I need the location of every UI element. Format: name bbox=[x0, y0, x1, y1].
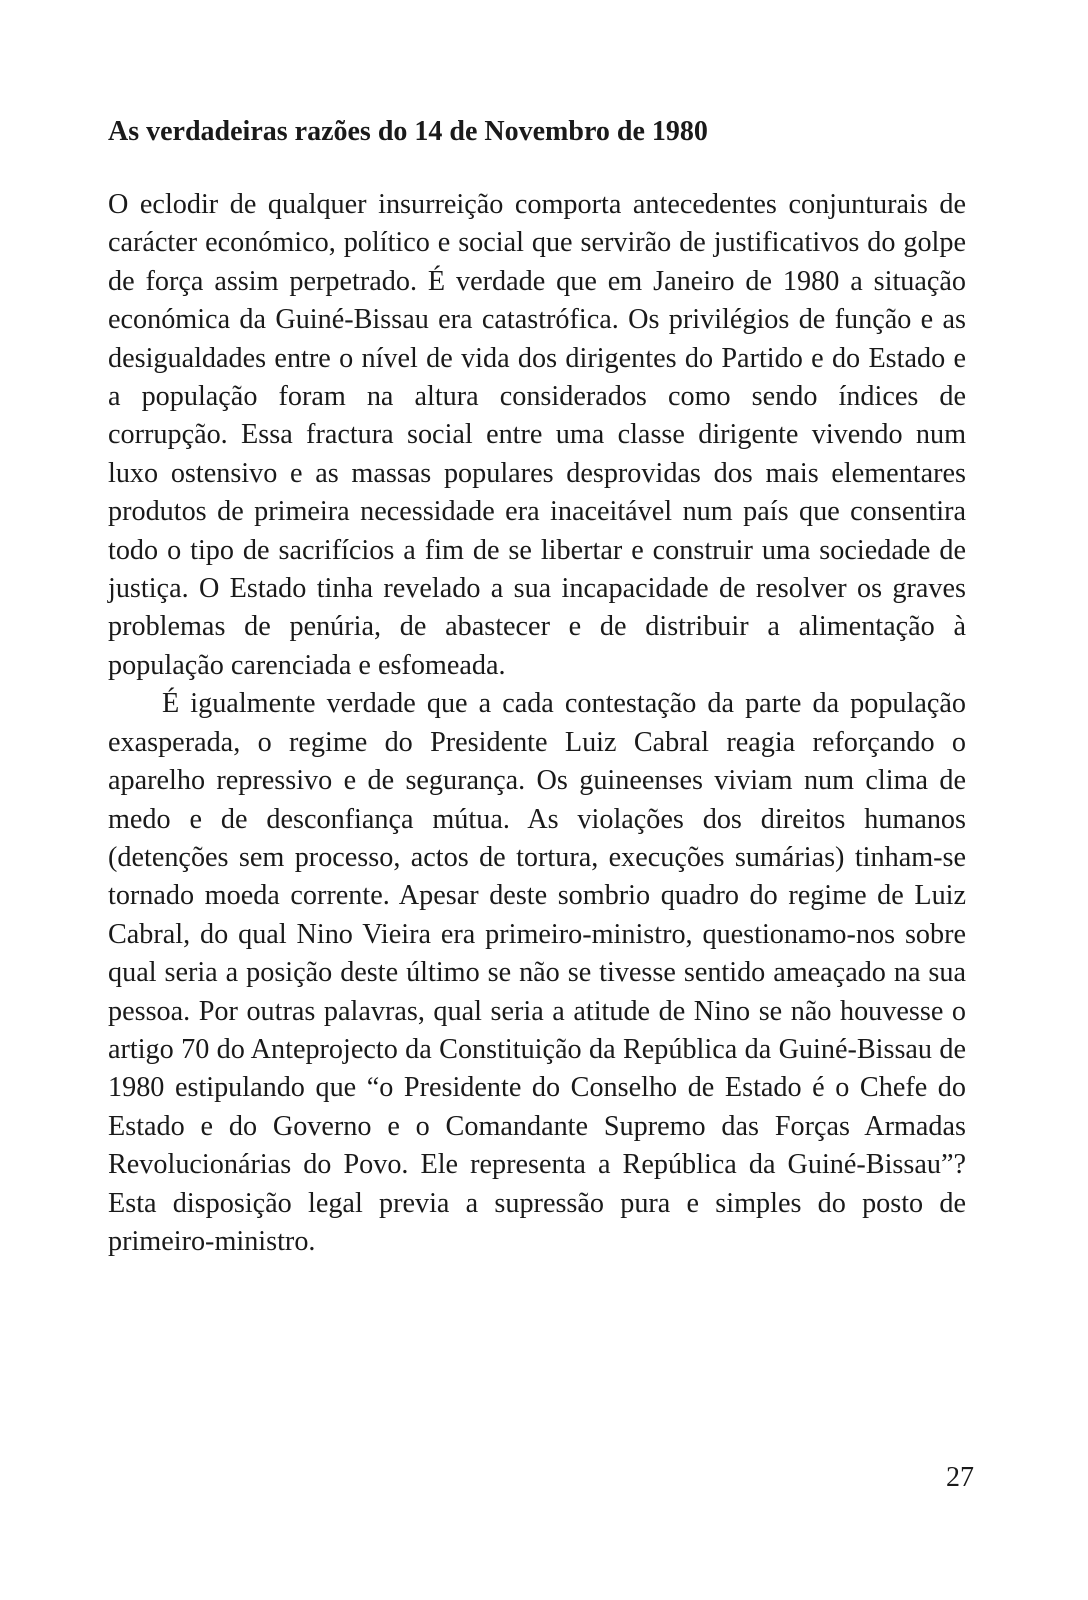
paragraph-2: É igualmente verdade que a cada contestação da parte da população exasperada, o regime do Presidente Luiz Cabral reagia reforçando o aparelho repressivo e de segurança. Os guineenses viviam num clima de medo e de desconfiança mútua. As violações dos direitos humanos (detenções sem processo, actos de tortura, execuções sumárias) tinham-se tornado moeda corrente. Apesar deste sombrio quadro do regime de Luiz Cabral, do qual Nino Vieira era primeiro-ministro, questionamo-nos sobre qual seria a posição deste último se não se tivesse sentido ameaçado na sua pessoa. Por outras palavras, qual seria a atitude de Nino se não houvesse o artigo 70 do Anteprojecto da Constituição da República da Guiné-Bissau de 1980 estipulando que “o Presidente do Conselho de Estado é o Chefe do Estado e do Governo e o Comandante Supremo das Forças Armadas Revolucionárias do Povo. Ele representa a República da Guiné-Bissau”? Esta disposição legal previa a supressão pura e simples do posto de primeiro-ministro. bbox=[108, 688, 966, 1257]
chapter-heading: As verdadeiras razões do 14 de Novembro de 1980 bbox=[108, 116, 708, 147]
page-number: 27 bbox=[946, 1462, 974, 1493]
paragraph-1: O eclodir de qualquer insurreição comporta antecedentes conjunturais de carácter económico, político e social que servirão de justificativos do golpe de força assim perpetrado. É verdade que em Janeiro de 1980 a situação económica da Guiné-Bissau era catastrófica. Os privilégios de função e as desigualdades entre o nível de vida dos dirigentes do Partido e do Estado e a população foram na altura considerados como sendo índices de corrupção. Essa fractura social entre uma classe dirigente vivendo num luxo ostensivo e as massas populares desprovidas dos mais elementares produtos de primeira necessidade era inaceitável num país que consentira todo o tipo de sacrifícios a fim de se libertar e construir uma sociedade de justiça. O Estado tinha revelado a sua incapacidade de resolver os graves problemas de penúria, de abastecer e de distribuir a alimentação à população carenciada e esfomeada. bbox=[108, 189, 966, 681]
page-body bbox=[108, 112, 966, 1261]
